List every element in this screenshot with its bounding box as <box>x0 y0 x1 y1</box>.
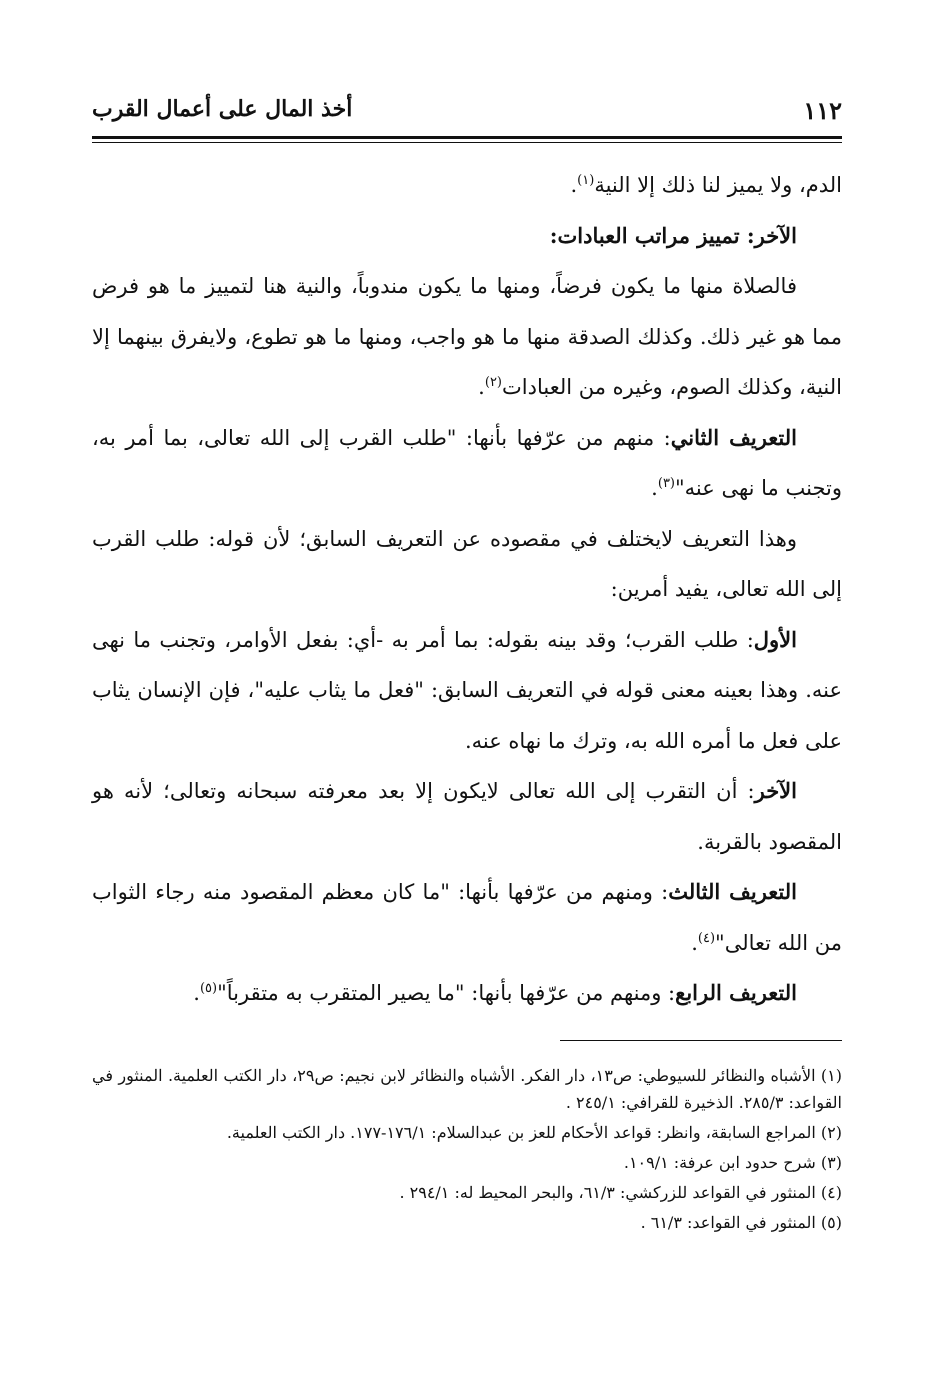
paragraph <box>92 160 842 211</box>
paragraph <box>92 968 842 1019</box>
paragraph-end: . <box>193 981 200 1005</box>
paragraph-end: . <box>570 173 578 197</box>
footnote-ref: (٥) <box>199 981 218 996</box>
header-rule-thin <box>92 142 842 143</box>
paragraph-text: : منهم من عرّفها بأنها: "طلب القرب إلى الله تعالى، بما أمر به، وتجنب ما نهى عنه" <box>92 425 842 500</box>
paragraph-text: : طلب القرب؛ وقد بينه بقوله: بما أمر به -أي: بفعل الأوامر، وتجنب ما نهى عنه. وهذا بعينه معنى قوله في التعريف السابق: "فعل ما يثاب عليه"، فإن الإنسان يثاب على فعل ما أمره الله به، وترك ما نهاه عنه. <box>92 627 842 753</box>
paragraph <box>92 261 842 413</box>
paragraph <box>92 867 842 968</box>
paragraph-text: : ومنهم من عرّفها بأنها: "ما يصير المتقرب به متقرباً" <box>217 981 676 1005</box>
footnote-ref: (٣) <box>657 476 675 491</box>
paragraph <box>92 413 842 514</box>
footnote-ref: (١) <box>577 173 595 188</box>
footnote-separator <box>560 1040 842 1041</box>
footnote: (١) الأشباه والنظائر للسيوطي: ص١٣، دار الفكر. الأشباه والنظائر لابن نجيم: ص٢٩، دار الكتب العلمية. المنثور في القواعد: ٢٨٥/٣. الذخيرة للقرافي: ٢٤٥/١ . <box>92 1066 842 1112</box>
page-header <box>92 92 842 132</box>
definition-term: الأول <box>753 626 797 652</box>
paragraph <box>92 766 842 867</box>
body-text <box>92 160 842 1019</box>
paragraph-text: : ومنهم من عرّفها بأنها: "ما كان معظم المقصود منه رجاء الثواب من الله تعالى" <box>92 880 842 955</box>
definition-term: الآخر <box>754 778 797 803</box>
paragraph-text: فالصلاة منها ما يكون فرضاً، ومنها ما يكون مندوباً، والنية هنا لتمييز ما هو فرض مما هو غير ذلك. وكذلك الصدقة منها ما هو واجب، ومنها ما هو تطوع، ولايفرق بينهما إلا النية، وكذلك الصوم، وغيره من العبادات <box>92 274 842 399</box>
footnote: (٢) المراجع السابقة، وانظر: قواعد الأحكام للعز بن عبدالسلام: ١٧٦/١-١٧٧. دار الكتب العلمية. <box>226 1123 842 1142</box>
section-heading: الآخر: تمييز مراتب العبادات: <box>549 222 797 248</box>
paragraph-end: . <box>478 375 485 399</box>
definition-term: التعريف الثاني <box>670 424 797 450</box>
definition-term: التعريف الرابع <box>675 980 797 1005</box>
footnote: (٥) المنثور في القواعد: ٦١/٣ . <box>640 1213 842 1232</box>
footnote-ref: (٤) <box>697 930 716 946</box>
paragraph-text: : أن التقرب إلى الله تعالى لايكون إلا بعد معرفته سبحانه وتعالى؛ لأنه هو المقصود بالقربة. <box>92 779 842 854</box>
running-title: أخذ المال على أعمال القرب <box>92 96 353 122</box>
definition-term: التعريف الثالث <box>668 879 797 904</box>
page-number: ١١٢ <box>803 96 842 125</box>
footnotes <box>92 1062 842 1239</box>
paragraph-text: الدم، ولا يميز لنا ذلك إلا النية <box>594 173 842 197</box>
paragraph: وهذا التعريف لايختلف في مقصوده عن التعريف السابق؛ لأن قوله: طلب القرب إلى الله تعالى، يفيد أمرين: <box>92 526 842 601</box>
paragraph-end: . <box>691 930 698 955</box>
paragraph-end: . <box>651 476 658 500</box>
header-rule-thick <box>92 136 842 139</box>
footnote: (٣) شرح حدود ابن عرفة: ١٠٩/١. <box>623 1153 842 1172</box>
paragraph <box>92 615 842 767</box>
footnote-ref: (٢) <box>484 375 502 390</box>
footnote: (٤) المنثور في القواعد للزركشي: ٦١/٣، والبحر المحيط له: ٢٩٤/١ . <box>399 1183 842 1202</box>
